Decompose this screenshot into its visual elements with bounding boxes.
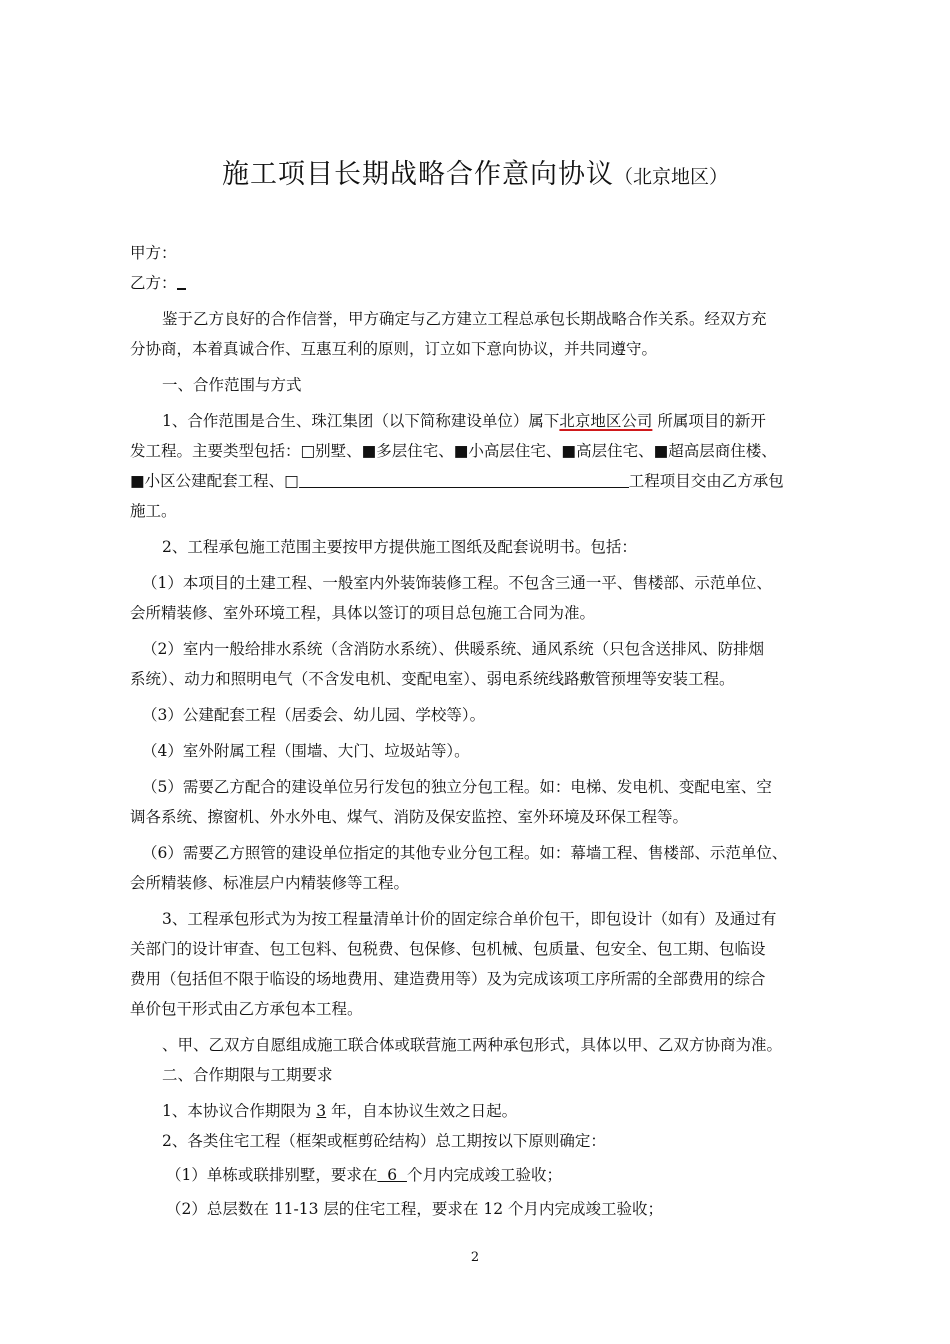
document-title <box>0 152 950 191</box>
title-region: （北京地区） <box>613 166 728 188</box>
s1-item1-line1 <box>130 406 820 436</box>
party-b-blank <box>177 274 186 290</box>
villa-months: 6 <box>377 1166 407 1184</box>
s1-item2-sub1-line1: （1）本项目的土建工程、一般室内外装饰装修工程。不包含三通一平、售楼部、示范单位、 <box>142 574 772 592</box>
s2-item1-prefix: 1、本协议合作期限为 <box>162 1102 317 1120</box>
s1-item3-line2: 关部门的设计审查、包工包料、包税费、包保修、包机械、包质量、包安全、包工期、包临设 <box>130 940 766 958</box>
s2-sub2: （2）总层数在 11-13 层的住宅工程，要求在 12 个月内完成竣工验收； <box>166 1200 663 1218</box>
s1-item1-prefix: 1、合作范围是合生、珠江集团（以下简称建设单位）属下 <box>162 412 560 430</box>
company-name: 北京地区公司 <box>559 412 653 430</box>
s1-item3-line3: 费用（包括但不限于临设的场地费用、建造费用等）及为完成该项工序所需的全部费用的综合 <box>130 970 766 988</box>
s1-item2-sub2-line2: 系统）、动力和照明电气（不含发电机、变配电室）、弱电系统线路敷管预埋等安装工程。 <box>130 670 735 688</box>
document-body <box>130 238 820 1224</box>
section-1-heading: 一、合作范围与方式 <box>162 376 302 394</box>
party-a-line <box>130 238 820 268</box>
s1-item1-line3-prefix: ■小区公建配套工程、□ <box>130 472 299 490</box>
page-number: 2 <box>470 1250 480 1265</box>
s1-item2-sub4: （4）室外附属工程（围墙、大门、垃圾站等）。 <box>142 742 470 760</box>
party-b-line <box>130 268 820 298</box>
s1-item2-heading: 2、工程承包施工范围主要按甲方提供施工图纸及配套说明书。包括： <box>162 538 637 556</box>
s1-item1-line3-suffix: 工程项目交由乙方承包 <box>628 472 784 490</box>
intro-line-1: 鉴于乙方良好的合作信誉，甲方确定与乙方建立工程总承包长期战略合作关系。经双方充 <box>162 310 767 328</box>
s1-item1-line4: 施工。 <box>130 502 177 520</box>
s2-item2: 2、各类住宅工程（框架或框剪砼结构）总工期按以下原则确定： <box>162 1132 606 1150</box>
project-type-blank <box>299 469 629 488</box>
s1-item3-line1: 3、工程承包形式为为按工程量清单计价的固定综合单价包干，即包设计（如有）及通过有 <box>162 910 777 928</box>
intro-line-2: 分协商，本着真诚合作、互惠互利的原则，订立如下意向协议，并共同遵守。 <box>130 340 658 358</box>
title-main: 施工项目长期战略合作意向协议 <box>221 159 614 190</box>
s1-item3-line4: 单价包干形式由乙方承包本工程。 <box>130 1000 363 1018</box>
s1-item2-sub5-line1: （5）需要乙方配合的建设单位另行发包的独立分包工程。如：电梯、发电机、变配电室、空 <box>142 778 772 796</box>
s1-item2-sub6-line1: （6）需要乙方照管的建设单位指定的其他专业分包工程。如：幕墙工程、售楼部、示范单位、 <box>142 844 788 862</box>
party-a-label: 甲方： <box>130 244 177 262</box>
s1-item2-sub5-line2: 调各系统、擦窗机、外水外电、煤气、消防及保安监控、室外环境及环保工程等。 <box>130 808 689 826</box>
s1-item1-suffix: 所属项目的新开 <box>652 412 766 430</box>
s2-sub1-prefix: （1）单栋或联排别墅，要求在 <box>166 1166 378 1184</box>
s1-item1-line3 <box>130 466 820 496</box>
s2-sub1 <box>130 1160 820 1190</box>
s1-item2-sub6-line2: 会所精装修、标准层户内精装修等工程。 <box>130 874 410 892</box>
term-years: 3 <box>316 1102 327 1120</box>
s2-item1-suffix: 年，自本协议生效之日起。 <box>326 1102 518 1120</box>
s1-item2-sub1-line2: 会所精装修、室外环境工程，具体以签订的项目总包施工合同为准。 <box>130 604 596 622</box>
party-b-label: 乙方： <box>130 274 177 292</box>
s2-item1 <box>130 1096 820 1126</box>
s1-item2-sub3: （3）公建配套工程（居委会、幼儿园、学校等）。 <box>142 706 486 724</box>
s2-sub1-suffix: 个月内完成竣工验收； <box>406 1166 562 1184</box>
s1-item1-line2: 发工程。主要类型包括：□别墅、■多层住宅、■小高层住宅、■高层住宅、■超高层商住楼、 <box>130 442 777 460</box>
s1-item4: 、甲、乙双方自愿组成施工联合体或联营施工两种承包形式，具体以甲、乙双方协商为准。 <box>162 1036 783 1054</box>
section-2-heading: 二、合作期限与工期要求 <box>162 1066 333 1084</box>
s1-item2-sub2-line1: （2）室内一般给排水系统（含消防水系统）、供暖系统、通风系统（只包含送排风、防排烟 <box>142 640 765 658</box>
